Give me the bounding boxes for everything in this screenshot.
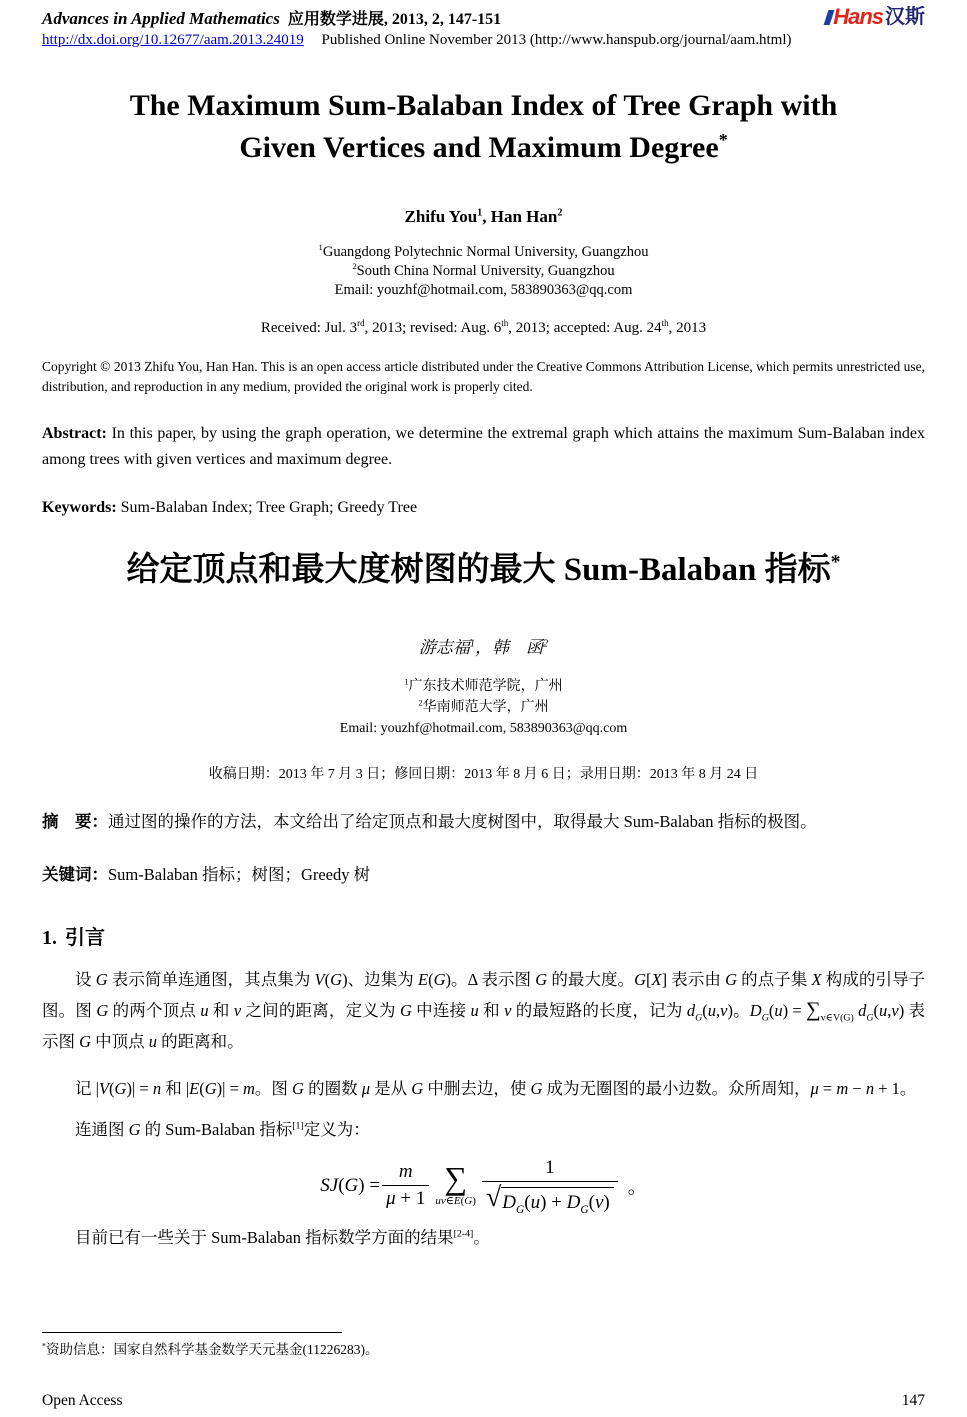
section-1-heading bbox=[42, 921, 925, 950]
authors-cn: 游志福$^1$，韩 函$^2$ bbox=[418, 638, 549, 657]
radical-icon: √ bbox=[485, 1182, 502, 1213]
journal-name: Advances in Applied Mathematics bbox=[42, 9, 280, 28]
affiliation-1-en: $^1$Guangdong Polytechnic Normal University, Guangzhou bbox=[318, 242, 649, 260]
section-1-title: 引言 bbox=[65, 927, 105, 949]
journal-header bbox=[42, 6, 925, 29]
radicand: $D_G(u) + D_G(v)$ bbox=[501, 1187, 613, 1214]
affiliations-en bbox=[42, 243, 925, 300]
hans-logo-cn: 汉斯 bbox=[885, 6, 925, 28]
abstract-en bbox=[42, 421, 925, 473]
journal-info-line bbox=[42, 6, 501, 29]
fraction-denominator: μ + 1 bbox=[382, 1185, 429, 1210]
intro-paragraph-2: 记 |V(G)| = n 和 |E(G)| = m。图 G 的圈数 μ 是从 G 中删去边，使 G 成为无圈图的最小边数。众所周知，μ = m − n + 1。 bbox=[75, 1079, 917, 1098]
formula-end-mark: 。 bbox=[627, 1177, 647, 1198]
affiliation-2-en: $^2$South China Normal University, Guangzhou bbox=[352, 261, 615, 279]
received-dates-cn: 收稿日期：2013 年 7 月 3 日；修回日期：2013 年 8 月 6 日；录用日期：2013 年 8 月 24 日 bbox=[208, 767, 759, 782]
open-access-label: Open Access bbox=[42, 1392, 123, 1409]
section-1-number: 1. bbox=[42, 927, 57, 949]
journal-issue-info: 应用数学进展, 2013, 2, 147-151 bbox=[287, 11, 502, 28]
affiliation-2-cn: $^2$华南师范大学，广州 bbox=[418, 698, 549, 715]
received-dates-en: Received: Jul. 3rd, 2013; revised: Aug. 6th, 2013; accepted: Aug. 24th, 2013 bbox=[260, 318, 707, 336]
authors-en: Zhifu You$^1$, Han Han$^2$ bbox=[404, 207, 563, 226]
fraction-denominator-sqrt bbox=[482, 1181, 618, 1214]
intro-paragraph-1: 设 G 表示简单连通图，其点集为 V(G)、边集为 E(G)。Δ 表示图 G 的最大度。G[X] 表示由 G 的点子集 X 构成的引导子图。图 G 的两个顶点 u 和 v 之间的距离，定义为 G 中连接 u 和 v 的最短路的长度，记为 $d_G(u,v)$。$D_G(u) = \sum_{v\in V(G)}$ $d_G(u,v)$ 表示图 G 中顶点 u 的距离和。 bbox=[42, 970, 926, 1051]
fraction-numerator: m bbox=[398, 1161, 413, 1182]
published-online-text: Published Online November 2013 (http://www.hanspub.org/journal/aam.html) bbox=[321, 32, 792, 48]
keywords-cn bbox=[42, 861, 925, 885]
funding-footnote bbox=[42, 1332, 925, 1358]
page-footer bbox=[42, 1392, 925, 1410]
article-title-en bbox=[42, 85, 925, 169]
sum-balaban-formula bbox=[42, 1157, 925, 1214]
affiliation-1-cn: $^1$广东技术师范学院，广州 bbox=[404, 677, 563, 694]
footnote-text: 资助信息：国家自然科学基金数学天元基金(11226283)。 bbox=[46, 1342, 379, 1357]
doi-line bbox=[42, 32, 925, 49]
abstract-text-cn: 通过图的操作的方法，本文给出了给定顶点和最大度树图中，取得最大 Sum-Balaban 指标的极图。 bbox=[108, 812, 817, 831]
abstract-cn bbox=[42, 807, 925, 837]
keywords-en bbox=[42, 499, 925, 517]
copyright-notice: Copyright © 2013 Zhifu You, Han Han. This is an open access article distributed under the Creative Commons Attribution License, which permits unrestricted use, distribution, and reproduction in any medium, provided the original work is properly cited. bbox=[42, 359, 925, 394]
footnote-marker: * bbox=[42, 1341, 47, 1351]
fraction-one-over-sqrt bbox=[482, 1157, 618, 1214]
article-title-en-line2: Given Vertices and Maximum Degree* bbox=[239, 130, 728, 164]
keywords-label-cn: 关键词： bbox=[42, 866, 108, 884]
sigma-icon: ∑ bbox=[444, 1159, 468, 1196]
abstract-label-cn: 摘 要： bbox=[42, 813, 108, 831]
affiliations-cn bbox=[42, 676, 925, 739]
article-title-cn: 给定顶点和最大度树图的最大 Sum-Balaban 指标* bbox=[126, 551, 841, 588]
intro-paragraph-3: 连通图 G 的 Sum-Balaban 指标[1]定义为： bbox=[75, 1120, 370, 1139]
fraction-m-over-mu-plus-1 bbox=[382, 1161, 429, 1210]
keywords-text-cn: Sum-Balaban 指标；树图；Greedy 树 bbox=[108, 865, 371, 884]
abstract-label-en: Abstract: bbox=[42, 425, 107, 442]
summation-operator bbox=[435, 1159, 476, 1208]
keywords-label-en: Keywords: bbox=[42, 499, 117, 516]
doi-link[interactable]: http://dx.doi.org/10.12677/aam.2013.24019 bbox=[42, 32, 304, 48]
intro-paragraph-4: 目前已有一些关于 Sum-Balaban 指标数学方面的结果[2-4]。 bbox=[75, 1228, 490, 1247]
fraction-numerator-one: 1 bbox=[545, 1157, 555, 1178]
keywords-text-en: Sum-Balaban Index; Tree Graph; Greedy Tree bbox=[116, 499, 418, 516]
hans-logo-latin: Hans bbox=[833, 4, 883, 29]
formula-lhs: SJ(G) = bbox=[320, 1174, 381, 1196]
abstract-text-en: In this paper, by using the graph operation, we determine the extremal graph which attains the maximum Sum-Balaban index among trees with given vertices and maximum degree. bbox=[42, 425, 925, 468]
email-line-cn: Email: youzhf@hotmail.com, 583890363@qq.com bbox=[339, 721, 628, 736]
footnote-rule bbox=[42, 1332, 342, 1333]
hans-logo bbox=[826, 6, 925, 28]
summation-limits: uv∈E(G) bbox=[435, 1195, 476, 1208]
article-title-en-line1: The Maximum Sum-Balaban Index of Tree Graph with bbox=[129, 89, 838, 122]
email-line-en: Email: youzhf@hotmail.com, 583890363@qq.com bbox=[334, 282, 633, 298]
page-number: 147 bbox=[901, 1392, 925, 1409]
